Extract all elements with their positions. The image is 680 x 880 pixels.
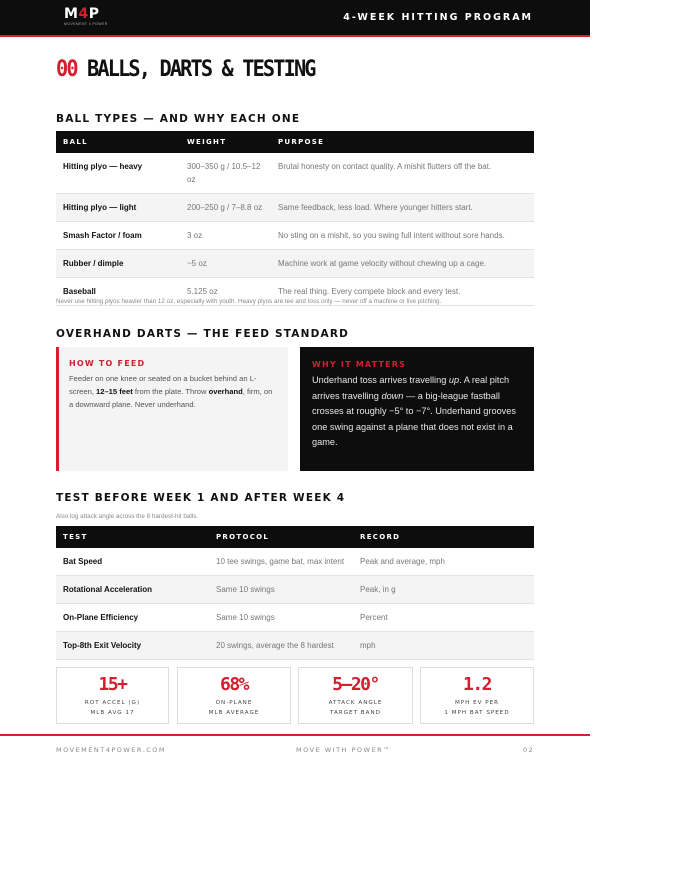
card-label: HOW TO FEED — [69, 359, 146, 368]
ball-weight: 200–250 g / 7–8.8 oz — [180, 194, 271, 222]
ball-safety-note: Never use hitting plyos heavier than 12 oz, especially with youth. Heavy plyos are tee and toss only — never off a machine or live pitching. — [56, 298, 442, 305]
ball-name: Hitting plyo — heavy — [56, 153, 180, 194]
test-name: Top-8th Exit Velocity — [56, 632, 209, 660]
stat-label: MLB AVG 17 — [90, 710, 135, 716]
column-header: WEIGHT — [180, 131, 271, 153]
ball-types-heading: BALL TYPES — AND WHY EACH ONE — [56, 113, 301, 125]
ball-weight: 3 oz — [180, 222, 271, 250]
ball-purpose: No sting on a mishit, so you swing full intent without sore hands. — [271, 222, 534, 250]
page-title — [56, 57, 315, 82]
stat-label: TARGET BAND — [330, 710, 381, 716]
column-header: RECORD — [353, 526, 534, 548]
ball-name: Hitting plyo — light — [56, 194, 180, 222]
ball-weight: ~5 oz — [180, 250, 271, 278]
test-record: mph — [353, 632, 534, 660]
table-row — [56, 153, 534, 194]
m4p-logo[interactable] — [64, 6, 108, 27]
ball-name: Rubber / dimple — [56, 250, 180, 278]
ball-types-table — [56, 131, 534, 306]
test-name: Bat Speed — [56, 548, 209, 576]
column-header: TEST — [56, 526, 209, 548]
testing-subtitle: Also log attack angle across the 8 hardest-hit balls. — [56, 513, 199, 520]
stat-label: ATTACK ANGLE — [328, 700, 383, 706]
card-text: Underhand toss arrives travelling up. A real pitch arrives travelling down — a big-league fastball crosses at roughly −5° to −7°. Underhand grooves one swing against a plane that does not exist in a game. — [312, 375, 516, 447]
page-number: 02 — [523, 746, 535, 754]
footer-tagline: MOVE WITH POWER™ — [296, 746, 392, 754]
test-name: Rotational Acceleration — [56, 576, 209, 604]
table-header-row — [56, 526, 534, 548]
section-number: 00 — [56, 57, 77, 82]
stat-box — [420, 667, 534, 724]
logo-mark: M4P — [64, 6, 100, 22]
logo-subtitle: MOVEMENT 4 POWER — [64, 22, 108, 26]
ball-name: Smash Factor / foam — [56, 222, 180, 250]
stat-value: 68% — [219, 674, 248, 695]
table-row — [56, 576, 534, 604]
ball-purpose: Machine work at game velocity without chewing up a cage. — [271, 250, 534, 278]
header-bar — [0, 0, 590, 37]
card-label: WHY IT MATTERS — [312, 360, 407, 369]
stat-value: 15+ — [98, 674, 127, 695]
testing-table — [56, 526, 534, 660]
ball-weight: 300–350 g / 10.5–12 oz — [180, 153, 271, 194]
stat-value: 1.2 — [462, 674, 491, 695]
test-record: Peak, in g — [353, 576, 534, 604]
column-header: PROTOCOL — [209, 526, 353, 548]
darts-heading: OVERHAND DARTS — THE FEED STANDARD — [56, 328, 350, 340]
stat-label: 1 MPH BAT SPEED — [444, 710, 510, 716]
table-row — [56, 194, 534, 222]
table-row — [56, 632, 534, 660]
why-it-matters-card — [300, 347, 534, 471]
footer-divider — [0, 734, 590, 736]
ball-name: Baseball — [56, 278, 180, 306]
program-title: 4-WEEK HITTING PROGRAM — [343, 12, 533, 23]
ball-purpose: The real thing. Every compete block and every test. — [271, 278, 534, 306]
page-title-text: BALLS, DARTS & TESTING — [87, 57, 315, 82]
card-text: Feeder on one knee or seated on a bucket behind an L-screen, 12–15 feet from the plate. Throw overhand, firm, on a downward plane. Never underhand. — [69, 374, 273, 409]
footer-website-link[interactable]: MOVEMENT4POWER.COM — [56, 746, 167, 754]
ball-purpose: Same feedback, less load. Where younger hitters start. — [271, 194, 534, 222]
test-name: On-Plane Efficiency — [56, 604, 209, 632]
column-header: BALL — [56, 131, 180, 153]
stat-label: MLB AVERAGE — [208, 710, 260, 716]
test-record: Peak and average, mph — [353, 548, 534, 576]
stat-box — [56, 667, 169, 724]
stat-label: MPH EV PER — [454, 700, 500, 706]
how-to-feed-card — [56, 347, 288, 471]
testing-heading: TEST BEFORE WEEK 1 AND AFTER WEEK 4 — [56, 492, 346, 504]
table-row — [56, 250, 534, 278]
stat-box — [298, 667, 413, 724]
ball-purpose: Brutal honesty on contact quality. A mishit flutters off the bat. — [271, 153, 534, 194]
test-protocol: Same 10 swings — [209, 604, 353, 632]
test-protocol: 10 tee swings, game bat, max intent — [209, 548, 353, 576]
stat-label: ROT ACCEL (G) — [84, 700, 141, 706]
test-protocol: Same 10 swings — [209, 576, 353, 604]
table-row — [56, 548, 534, 576]
test-record: Percent — [353, 604, 534, 632]
stat-value: 5–20° — [332, 674, 379, 695]
table-row — [56, 604, 534, 632]
stat-box — [177, 667, 291, 724]
test-protocol: 20 swings, average the 8 hardest — [209, 632, 353, 660]
stat-label: ON-PLANE — [215, 700, 253, 706]
table-row — [56, 222, 534, 250]
column-header: PURPOSE — [271, 131, 534, 153]
table-header-row — [56, 131, 534, 153]
ball-weight: 5.125 oz — [180, 278, 271, 306]
